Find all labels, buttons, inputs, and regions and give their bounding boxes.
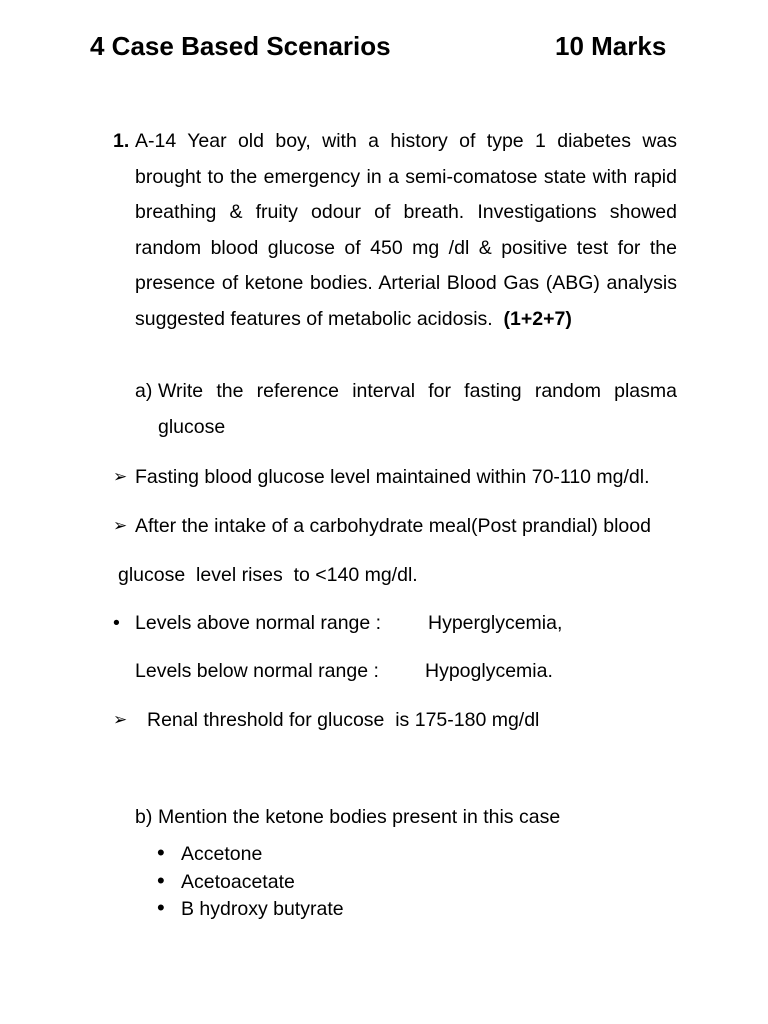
postprandial-point-line2: glucose level rises to <140 mg/dl. bbox=[118, 564, 418, 586]
renal-threshold-point: Renal threshold for glucose is 175-180 mg/dl bbox=[147, 709, 540, 731]
question-text bbox=[135, 124, 677, 337]
levels-above-label: Levels above normal range : bbox=[135, 612, 382, 634]
total-marks: 10 Marks bbox=[555, 31, 667, 61]
part-a-question: Write the reference interval for fasting random plasma glucose bbox=[158, 380, 677, 438]
part-b-question: Mention the ketone bodies present in this case bbox=[158, 806, 561, 828]
hypoglycemia-term: Hypoglycemia. bbox=[425, 660, 553, 682]
part-a-label: a) bbox=[135, 380, 153, 402]
round-bullet-icon: • bbox=[113, 612, 120, 634]
fasting-glucose-point: Fasting blood glucose level maintained within 70-110 mg/dl. bbox=[135, 466, 650, 488]
ketone-item: Accetone bbox=[181, 843, 263, 865]
arrow-bullet-icon: ➢ bbox=[113, 516, 128, 535]
ketone-item: Acetoacetate bbox=[181, 871, 295, 893]
arrow-bullet-icon: ➢ bbox=[113, 710, 128, 729]
list-bullet-icon: • bbox=[157, 895, 165, 920]
postprandial-point-line1: After the intake of a carbohydrate meal(Post prandial) blood bbox=[135, 515, 651, 537]
levels-below-label: Levels below normal range : bbox=[135, 660, 379, 682]
ketone-item: B hydroxy butyrate bbox=[181, 898, 344, 920]
question-number: 1. bbox=[113, 130, 130, 152]
list-bullet-icon: • bbox=[157, 840, 165, 865]
page-title: 4 Case Based Scenarios bbox=[90, 31, 391, 61]
arrow-bullet-icon: ➢ bbox=[113, 467, 128, 486]
part-b-label: b) bbox=[135, 806, 153, 828]
hyperglycemia-term: Hyperglycemia, bbox=[428, 612, 563, 634]
question-body: A-14 Year old boy, with a history of type 1 diabetes was brought to the emergency in a semi-comatose state with rapid breathing & fruity odour of breath. Investigations showed random blood glucose of 450 mg /dl & positive test for the presence of ketone bodies. Arterial Blood Gas (ABG) analysis suggested features of metabolic acidosis. bbox=[135, 130, 677, 330]
marks-split: (1+2+7) bbox=[503, 307, 572, 330]
list-bullet-icon: • bbox=[157, 868, 165, 893]
